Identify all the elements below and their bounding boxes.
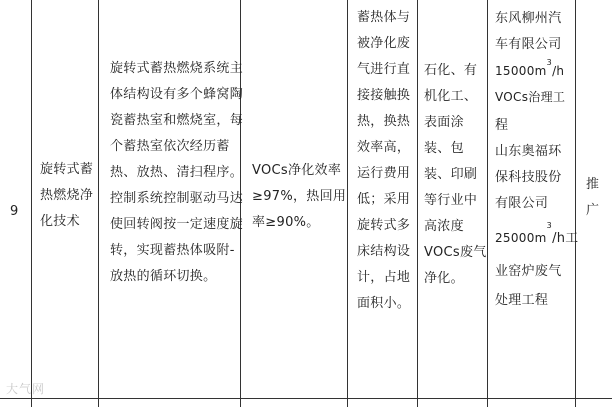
column-divider <box>347 0 348 407</box>
row-divider <box>0 398 612 399</box>
status: 推 广 <box>586 177 600 218</box>
column-divider <box>98 0 99 407</box>
technology-name: 旋转式蓄 热燃烧净 化技术 <box>40 162 94 229</box>
column-divider <box>31 0 32 407</box>
technology-description: 旋转式蓄热燃烧系统主 体结构设有多个蜂窝陶 瓷蓄热室和燃烧室，每 个蓄热室依次经历蓄 热、放热、清扫程序。 控制系统控制驱动马达 使回转阀按一定速度旋 转，实现蓄热体吸附- 放热的循环切换。 <box>110 61 244 284</box>
column-divider <box>487 0 488 407</box>
typical-cases: 东风柳州汽 车有限公司 $15000m^3/h$ VOCs治理工 程 山东奥福环 保科技股份 有限公司 $25000m^3/h$工 业窑炉废气 处理工程 <box>495 11 579 308</box>
performance-indicators: VOCs净化效率 ≥97%，热回用 率≥90%。 <box>252 163 347 230</box>
technology-advantages: 蓄热体与 被净化废 气进行直 接接触换 热，换热 效率高， 运行费用 低；采用 旋转式多 床结构设 计，占地 面积小。 <box>357 10 411 311</box>
watermark: 大气网 <box>6 382 46 396</box>
row-index: 9 <box>10 204 19 219</box>
application-scope: 石化、有 机化工、 表面涂 装、包 装、印刷 等行业中 高浓度 VOCs废气 净化。 <box>424 63 487 286</box>
column-divider <box>417 0 418 407</box>
